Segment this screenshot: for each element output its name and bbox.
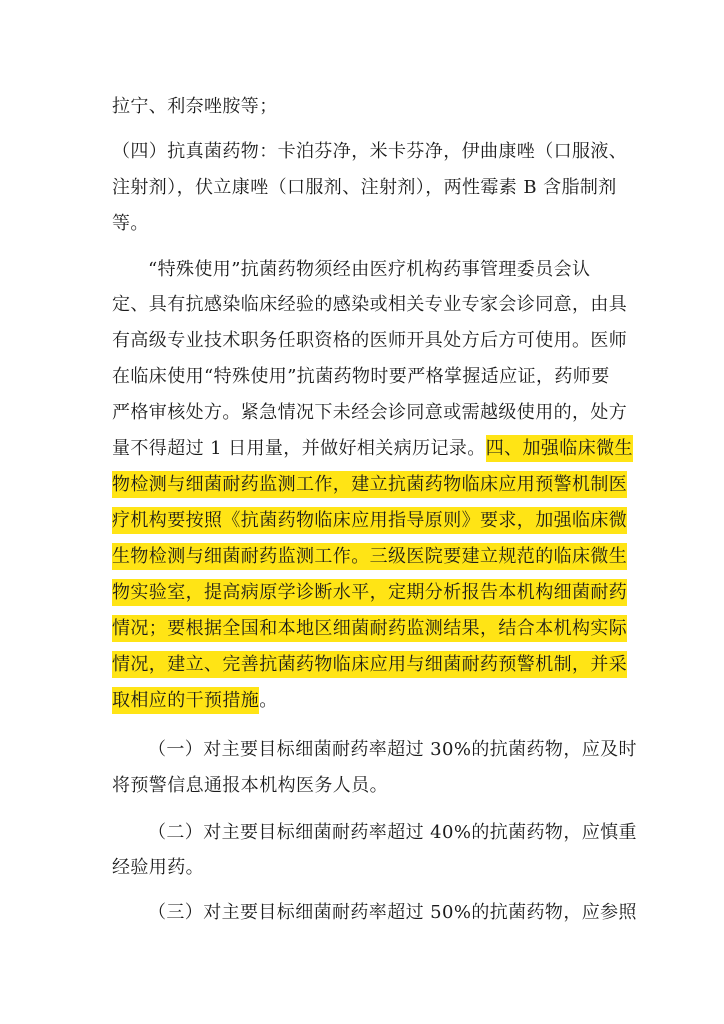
text-line: （二）对主要目标细菌耐药率超过 40%的抗菌药物，应慎重 — [148, 822, 637, 843]
highlighted-line — [112, 506, 628, 536]
highlighted-text: 取相应的干预措施 — [112, 687, 259, 714]
highlighted-line — [112, 470, 628, 500]
highlighted-text: 四、加强临床微生 — [486, 435, 633, 462]
highlighted-text: 情况；要根据全国和本地区细菌耐药监测结果，结合本机构实际 — [112, 615, 627, 642]
text-line: 拉宁、利奈唑胺等； — [112, 96, 278, 117]
text-line: 注射剂），伏立康唑（口服剂、注射剂），两性霉素 B 含脂制剂 — [112, 177, 617, 198]
text-line: 有高级专业技术职务任职资格的医师开具处方后方可使用。医师 — [112, 330, 628, 351]
text-line: 等。 — [112, 213, 149, 234]
text-line: 在临床使用“特殊使用”抗菌药物时要严格掌握适应证，药师要 — [112, 366, 610, 387]
text-line: （一）对主要目标细菌耐药率超过 30%的抗菌药物，应及时 — [148, 739, 637, 760]
text-line — [112, 434, 633, 464]
highlighted-text: 物检测与细菌耐药监测工作，建立抗菌药物临床应用预警机制医 — [112, 471, 627, 498]
text-line — [112, 686, 612, 716]
text-line: 经验用药。 — [112, 857, 204, 878]
highlighted-line — [112, 542, 628, 572]
highlighted-text: 疗机构要按照《抗菌药物临床应用指导原则》要求，加强临床微 — [112, 507, 627, 534]
highlighted-line — [112, 650, 628, 680]
text-line: （三）对主要目标细菌耐药率超过 50%的抗菌药物，应参照 — [148, 902, 637, 923]
text-line: （四）抗真菌药物：卡泊芬净，米卡芬净，伊曲康唑（口服液、 — [112, 141, 628, 162]
text-line: 定、具有抗感染临床经验的感染或相关专业专家会诊同意，由具 — [112, 294, 628, 315]
highlighted-text: 生物检测与细菌耐药监测工作。三级医院要建立规范的临床微生 — [112, 543, 627, 570]
text-line: 严格审核处方。紧急情况下未经会诊同意或需越级使用的，处方 — [112, 402, 628, 423]
highlighted-text: 情况，建立、完善抗菌药物临床应用与细菌耐药预警机制，并采 — [112, 651, 627, 678]
highlighted-line — [112, 578, 628, 608]
text-segment: 。 — [259, 690, 278, 711]
text-line: 将预警信息通报本机构医务人员。 — [112, 775, 388, 796]
text-line: “特殊使用”抗菌药物须经由医疗机构药事管理委员会认 — [148, 259, 591, 280]
text-segment: 量不得超过 1 日用量，并做好相关病历记录。 — [112, 438, 486, 459]
highlighted-line — [112, 614, 628, 644]
highlighted-text: 物实验室，提高病原学诊断水平，定期分析报告本机构细菌耐药 — [112, 579, 627, 606]
